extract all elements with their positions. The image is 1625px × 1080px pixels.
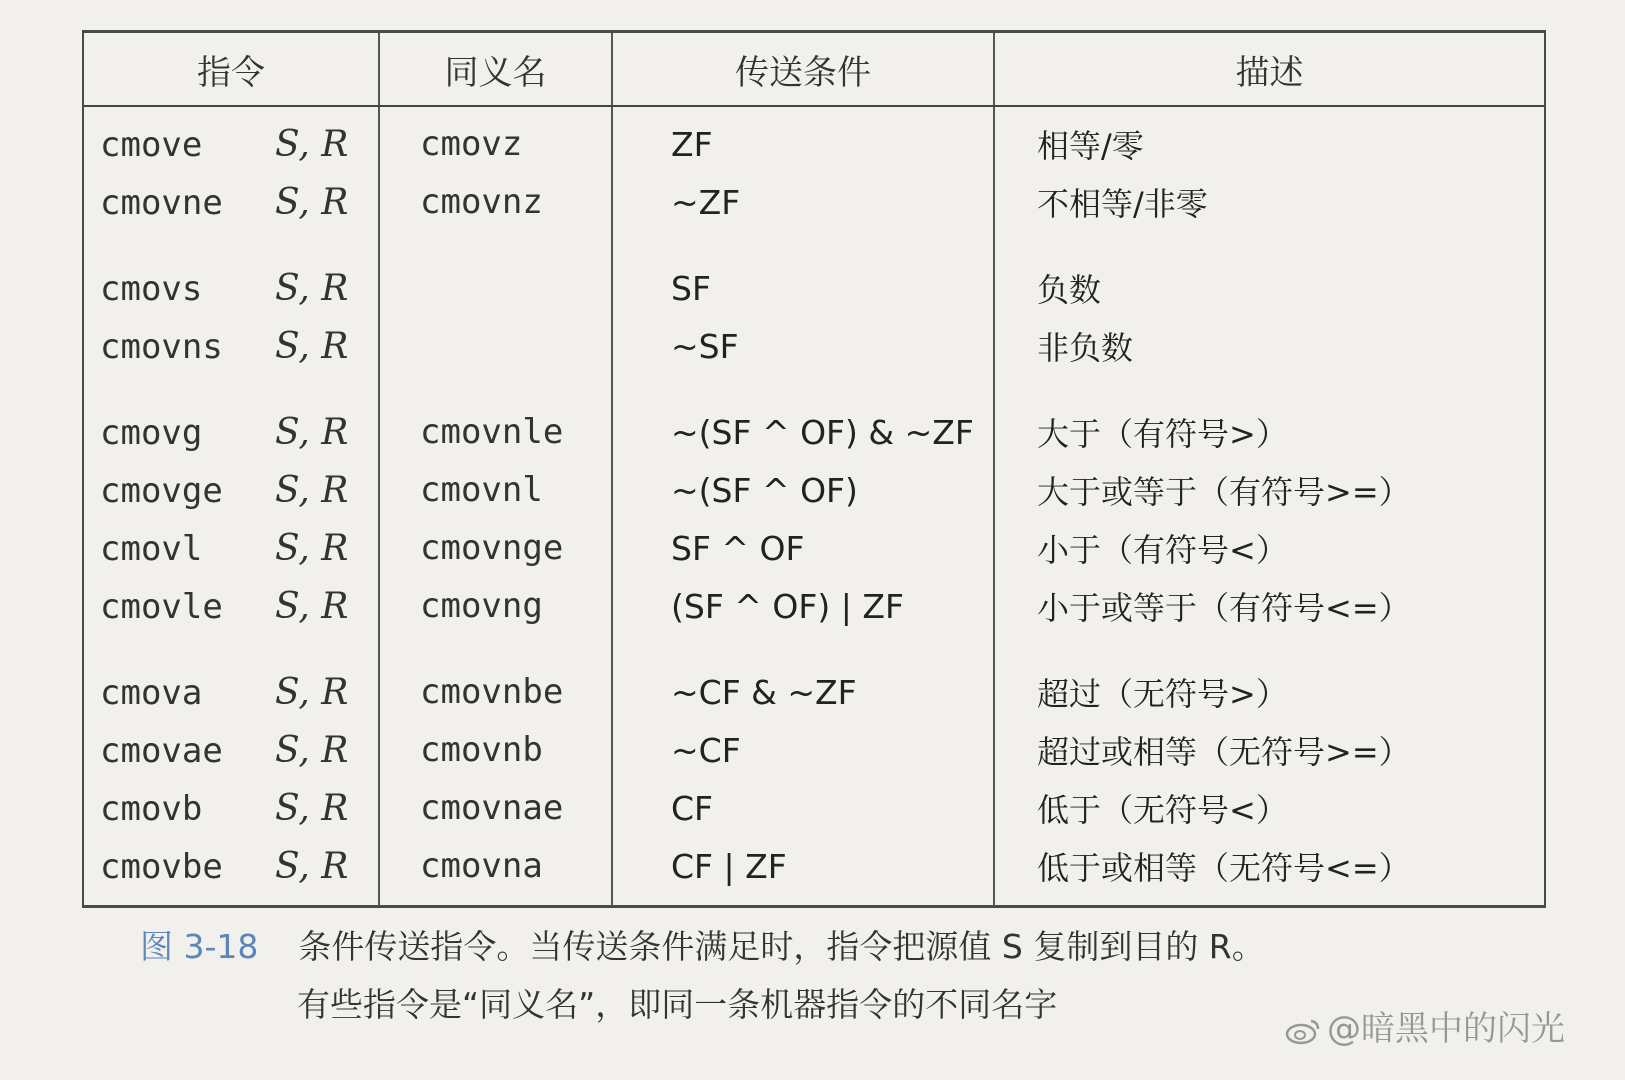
instruction-cell: [84, 577, 379, 635]
description-cell: 小于（有符号<）: [994, 519, 1544, 577]
instruction-cell: [84, 403, 379, 461]
description-cell: 低于（无符号<）: [994, 779, 1544, 837]
synonym-cell: [379, 317, 612, 375]
group-spacer: [84, 375, 1544, 403]
table-row: [84, 837, 1544, 905]
spacer-cell: [84, 375, 379, 403]
spacer-cell: [994, 635, 1544, 663]
condition-cell: ~(SF ^ OF) & ~ZF: [612, 403, 994, 461]
instruction-operands: S, R: [275, 469, 349, 511]
instruction-operands: S, R: [275, 585, 349, 627]
caption-line-2: 有些指令是“同义名”，即同一条机器指令的不同名字: [297, 985, 1058, 1024]
table-row: [84, 106, 1544, 173]
synonym-cell: cmovnz: [379, 173, 612, 231]
condition-cell: CF | ZF: [612, 837, 994, 905]
instruction-operands: S, R: [275, 123, 349, 165]
instruction-cell: [84, 461, 379, 519]
spacer-cell: [379, 375, 612, 403]
spacer-cell: [379, 635, 612, 663]
instruction-cell: [84, 173, 379, 231]
instruction-operands: S, R: [275, 845, 349, 887]
spacer-cell: [612, 635, 994, 663]
synonym-cell: cmovnae: [379, 779, 612, 837]
table-row: [84, 173, 1544, 231]
synonym-cell: cmovna: [379, 837, 612, 905]
instruction-operands: S, R: [275, 181, 349, 223]
instruction-name: cmovb: [100, 788, 203, 829]
instruction-name: cmovs: [100, 268, 203, 309]
instruction-name: cmove: [100, 124, 203, 165]
spacer-cell: [379, 231, 612, 259]
condition-cell: ~CF: [612, 721, 994, 779]
spacer-cell: [84, 635, 379, 663]
description-cell: 超过或相等（无符号>=）: [994, 721, 1544, 779]
description-cell: 非负数: [994, 317, 1544, 375]
caption-line-1: [140, 918, 1580, 976]
watermark-text: @暗黑中的闪光: [1327, 1009, 1565, 1049]
instruction-name: cmovl: [100, 528, 203, 569]
figure-label: 图 3-18: [140, 927, 259, 966]
table-row: [84, 663, 1544, 721]
instruction-name: cmovge: [100, 470, 223, 511]
table-row: [84, 577, 1544, 635]
synonym-cell: [379, 259, 612, 317]
instruction-name: cmovbe: [100, 846, 223, 887]
condition-move-table: [82, 30, 1546, 908]
instruction-name: cmovne: [100, 182, 223, 223]
condition-cell: SF ^ OF: [612, 519, 994, 577]
instruction-name: cmova: [100, 672, 203, 713]
watermark: [1285, 1001, 1565, 1050]
caption-text-1: 条件传送指令。当传送条件满足时，指令把源值 S 复制到目的 R。: [298, 927, 1265, 966]
table-row: [84, 519, 1544, 577]
condition-cell: (SF ^ OF) | ZF: [612, 577, 994, 635]
spacer-cell: [994, 375, 1544, 403]
instruction-name: cmovns: [100, 326, 223, 367]
instruction-operands: S, R: [275, 729, 349, 771]
description-cell: 低于或相等（无符号<=）: [994, 837, 1544, 905]
condition-cell: ~CF & ~ZF: [612, 663, 994, 721]
instruction-operands: S, R: [275, 527, 349, 569]
description-cell: 相等/零: [994, 106, 1544, 173]
condition-cell: ~SF: [612, 317, 994, 375]
instruction-name: cmovg: [100, 412, 203, 453]
instruction-name: cmovle: [100, 586, 223, 627]
instruction-cell: [84, 663, 379, 721]
instruction-cell: [84, 779, 379, 837]
table-body: [84, 106, 1544, 905]
condition-cell: CF: [612, 779, 994, 837]
description-cell: 大于或等于（有符号>=）: [994, 461, 1544, 519]
condition-cell: SF: [612, 259, 994, 317]
table-header-row: [84, 33, 1544, 106]
instruction-operands: S, R: [275, 325, 349, 367]
table-row: [84, 461, 1544, 519]
synonym-cell: cmovnb: [379, 721, 612, 779]
synonym-cell: cmovz: [379, 106, 612, 173]
description-cell: 大于（有符号>）: [994, 403, 1544, 461]
condition-cell: ZF: [612, 106, 994, 173]
condition-cell: ~ZF: [612, 173, 994, 231]
synonym-cell: cmovnle: [379, 403, 612, 461]
instruction-cell: [84, 837, 379, 905]
spacer-cell: [612, 231, 994, 259]
group-spacer: [84, 231, 1544, 259]
instruction-cell: [84, 519, 379, 577]
spacer-cell: [84, 231, 379, 259]
instruction-name: cmovae: [100, 730, 223, 771]
instruction-cell: [84, 317, 379, 375]
instruction-cell: [84, 721, 379, 779]
table-row: [84, 721, 1544, 779]
weibo-logo-icon: [1285, 1017, 1321, 1045]
header-synonym: 同义名: [379, 33, 612, 106]
table-row: [84, 259, 1544, 317]
synonym-cell: cmovnbe: [379, 663, 612, 721]
table-row: [84, 317, 1544, 375]
group-spacer: [84, 635, 1544, 663]
description-cell: 超过（无符号>）: [994, 663, 1544, 721]
synonym-cell: cmovnl: [379, 461, 612, 519]
instruction-cell: [84, 106, 379, 173]
instruction-cell: [84, 259, 379, 317]
header-description: 描述: [994, 33, 1544, 106]
instruction-operands: S, R: [275, 787, 349, 829]
description-cell: 小于或等于（有符号<=）: [994, 577, 1544, 635]
spacer-cell: [994, 231, 1544, 259]
instruction-operands: S, R: [275, 267, 349, 309]
synonym-cell: cmovnge: [379, 519, 612, 577]
table-row: [84, 403, 1544, 461]
table-row: [84, 779, 1544, 837]
description-cell: 负数: [994, 259, 1544, 317]
instruction-operands: S, R: [275, 671, 349, 713]
header-instruction: 指令: [84, 33, 379, 106]
synonym-cell: cmovng: [379, 577, 612, 635]
instruction-operands: S, R: [275, 411, 349, 453]
condition-cell: ~(SF ^ OF): [612, 461, 994, 519]
description-cell: 不相等/非零: [994, 173, 1544, 231]
spacer-cell: [612, 375, 994, 403]
header-condition: 传送条件: [612, 33, 994, 106]
